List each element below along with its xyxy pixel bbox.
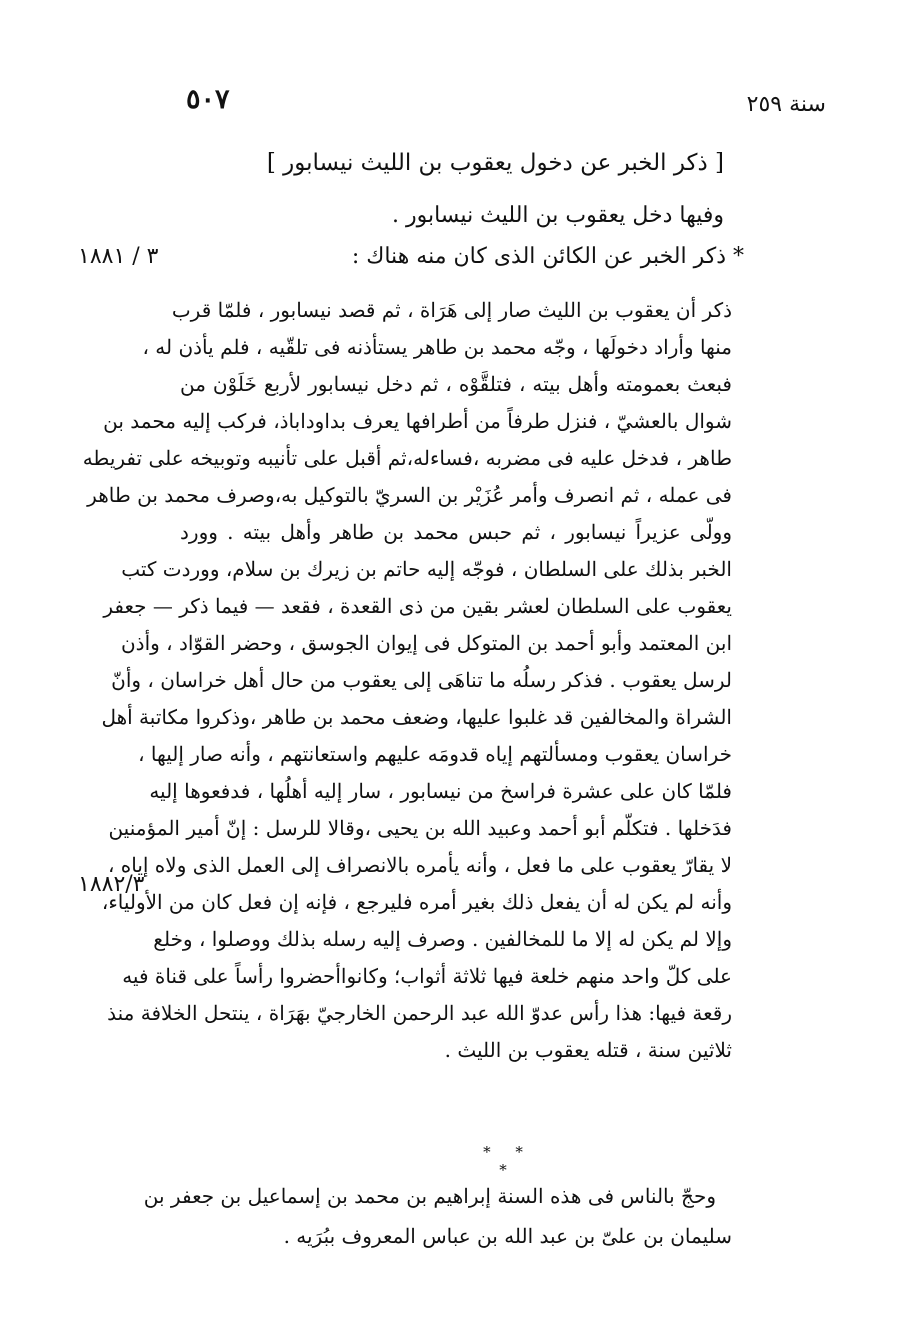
- text-line: لرسل يعقوب . فذكر رسلُه ما تناهَى إلى يعقوب من حال أهل خراسان ، وأنّ: [111, 668, 732, 692]
- text-line: وإلا لم يكن له إلا ما للمخالفين . وصرف إليه رسله بذلك ووصلوا ، وخلع: [153, 927, 732, 951]
- text-line: طاهر ، فدخل عليه فى مضربه ،فساءله،ثم أقبل على تأنيبه وتوبيخه على تفريطه: [82, 446, 732, 470]
- text-line: خراسان يعقوب ومسألتهم إياه قدومَه عليهم واستعانتهم ، وأنه صار إليها ،: [138, 742, 732, 766]
- closing-paragraph: [143, 1176, 732, 1256]
- page-number: ٥٠٧: [186, 84, 230, 115]
- text-line: فى عمله ، ثم انصرف وأمر عُزَيْر بن السريّ بالتوكيل به،وصرف محمد بن طاهر: [87, 483, 732, 507]
- text-line: لا يقارّ يعقوب على ما فعل ، وأنه يأمره بالانصراف إلى العمل الذى ولاه إياه ،: [107, 853, 732, 877]
- text-line: على كلّ واحد منهم خلعة فيها ثلاثة أثواب؛ وكانواأحضروا رأساً على قناة فيه: [122, 964, 732, 988]
- text-line: يعقوب على السلطان لعشر بقين من ذى القعدة ، فقعد — فيما ذكر — جعفر: [103, 594, 732, 618]
- text-line: ابن المعتمد وأبو أحمد بن المتوكل فى إيوان الجوسق ، وحضر القوّاد ، وأذن: [120, 631, 732, 655]
- text-line: الخبر بذلك على السلطان ، فوجّه إليه حاتم بن زيرك بن سلام، ووردت كتب: [121, 557, 732, 581]
- margin-reference: ٣ / ١٨٨١: [78, 244, 159, 269]
- text-line: وولّى عزيراً نيسابور ، ثم حبس محمد بن طاهر وأهل بيته . وورد: [180, 520, 732, 544]
- text-line: سليمان بن علىّ بن عبد الله بن عباس المعروف ببُرَيه .: [283, 1224, 732, 1248]
- section-heading: [ ذكر الخبر عن دخول يعقوب بن الليث نيسابور ]: [266, 150, 724, 176]
- intro-line: وفيها دخل يعقوب بن الليث نيسابور .: [392, 203, 724, 228]
- text-line: الشراة والمخالفين قد غلبوا عليها، وضعف محمد بن طاهر ،وذكروا مكاتبة أهل: [101, 705, 732, 729]
- margin-reference: ١٨٨٢/٣: [78, 872, 145, 897]
- sub-heading: * ذكر الخبر عن الكائن الذى كان منه هناك :: [351, 244, 744, 269]
- text-line: وأنه لم يكن له أن يفعل ذلك بغير أمره فليرجع ، فإنه إن فعل كان من الأولياء،: [101, 890, 732, 914]
- text-line: فبعث بعمومته وأهل بيته ، فتلقَّوْه ، ثم دخل نيسابور لأربع خَلَوْن من: [180, 372, 732, 396]
- text-line: وحجّ بالناس فى هذه السنة إبراهيم بن محمد بن إسماعيل بن جعفر بن: [143, 1184, 716, 1208]
- text-line: فدَخلها . فتكلّم أبو أحمد وعبيد الله بن يحيى ،وقالا للرسل : إنّ أمير المؤمنين: [108, 816, 732, 840]
- text-line: فلمّا كان على عشرة فراسخ من نيسابور ، سار إليه أهلُها ، فدفعوها إليه: [149, 779, 732, 803]
- section-separator: * * *: [483, 1143, 533, 1179]
- year-heading: سنة ٢٥٩: [746, 92, 826, 117]
- text-line: شوال بالعشيّ ، فنزل طرفاً من أطرافها يعرف بداوداباذ، فركب إليه محمد بن: [103, 409, 732, 433]
- text-line: رقعة فيها: هذا رأس عدوّ الله عبد الرحمن الخارجيّ بهَرَاة ، ينتحل الخلافة منذ: [107, 1001, 732, 1025]
- text-line: ثلاثين سنة ، قتله يعقوب بن الليث .: [444, 1038, 732, 1062]
- text-line: ذكر أن يعقوب بن الليث صار إلى هَرَاة ، ثم قصد نيسابور ، فلمّا قرب: [171, 298, 732, 322]
- text-line: منها وأراد دخولَها ، وجّه محمد بن طاهر يستأذنه فى تلقّيه ، فلم يأذن له ،: [142, 335, 732, 359]
